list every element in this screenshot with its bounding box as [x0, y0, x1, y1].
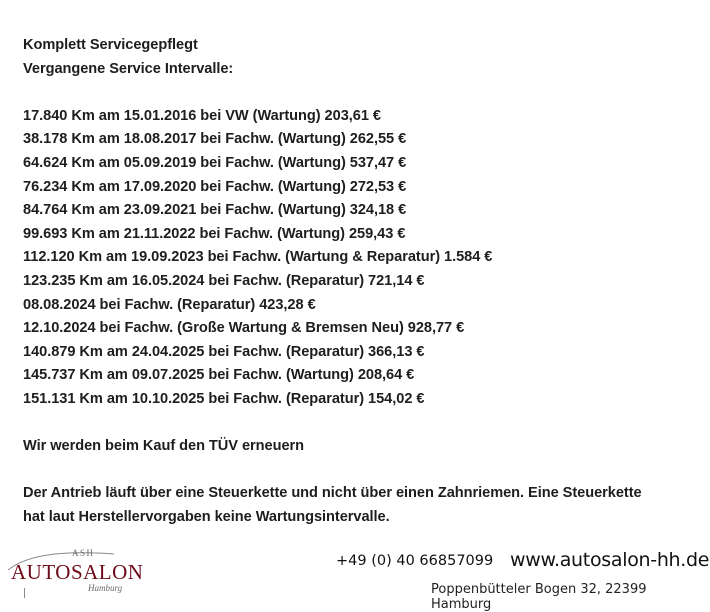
spacer — [23, 412, 693, 436]
service-status-heading: Komplett Servicegepflegt — [23, 37, 198, 53]
service-entry: 12.10.2024 bei Fachw. (Große Wartung & Bremsen Neu) 928,77 € — [23, 320, 465, 337]
service-entry: 145.737 Km am 09.07.2025 bei Fachw. (Wartung) 208,64 € — [23, 367, 415, 384]
service-entry: 140.879 Km am 24.04.2025 bei Fachw. (Reparatur) 366,13 € — [23, 343, 425, 360]
service-entry: 123.235 Km am 16.05.2024 bei Fachw. (Reparatur) 721,14 € — [23, 272, 425, 289]
logo-autosalon-text: AUTOSALON — [11, 560, 144, 584]
autosalon-logo — [6, 540, 144, 600]
listing-description — [23, 34, 693, 529]
service-entry: 84.764 Km am 23.09.2021 bei Fachw. (Wartung) 324,18 € — [23, 202, 407, 219]
service-intervals-heading: Vergangene Service Intervalle: — [23, 60, 234, 77]
service-entry: 99.693 Km am 21.11.2022 bei Fachw. (Wartung) 259,43 € — [23, 225, 406, 242]
service-entry: 17.840 Km am 15.01.2016 bei VW (Wartung) 203,61 € — [23, 107, 381, 124]
logo-hamburg-text: Hamburg — [88, 583, 123, 593]
spacer — [23, 459, 693, 483]
service-history-list — [23, 105, 693, 412]
service-entry: 76.234 Km am 17.09.2020 bei Fachw. (Wartung) 272,53 € — [23, 178, 407, 195]
tuv-note: Wir werden beim Kauf den TÜV erneuern — [23, 438, 305, 455]
service-entry: 64.624 Km am 05.09.2019 bei Fachw. (Wartung) 537,47 € — [23, 154, 407, 171]
service-entry: 38.178 Km am 18.08.2017 bei Fachw. (Wartung) 262,55 € — [23, 131, 407, 148]
service-entry: 112.120 Km am 19.09.2023 bei Fachw. (Wartung & Reparatur) 1.584 € — [23, 249, 493, 266]
dealer-address: Poppenbütteler Bogen 32, 22399 Hamburg — [431, 582, 647, 612]
drive-note-line-2: hat laut Herstellervorgaben keine Wartungsintervalle. — [23, 508, 390, 525]
dealer-footer — [0, 540, 710, 612]
drive-note-line-1: Der Antrieb läuft über eine Steuerkette und nicht über einen Zahnriemen. Eine Steuerkette — [23, 485, 642, 502]
dealer-website: www.autosalon-hh.de — [510, 549, 710, 571]
service-entry: 08.08.2024 bei Fachw. (Reparatur) 423,28 € — [23, 296, 316, 313]
logo-divider — [24, 588, 25, 598]
service-entry: 151.131 Km am 10.10.2025 bei Fachw. (Reparatur) 154,02 € — [23, 390, 425, 407]
spacer — [23, 81, 693, 105]
dealer-phone: +49 (0) 40 66857099 — [336, 553, 494, 569]
logo-ash-text: ASH — [72, 548, 95, 558]
